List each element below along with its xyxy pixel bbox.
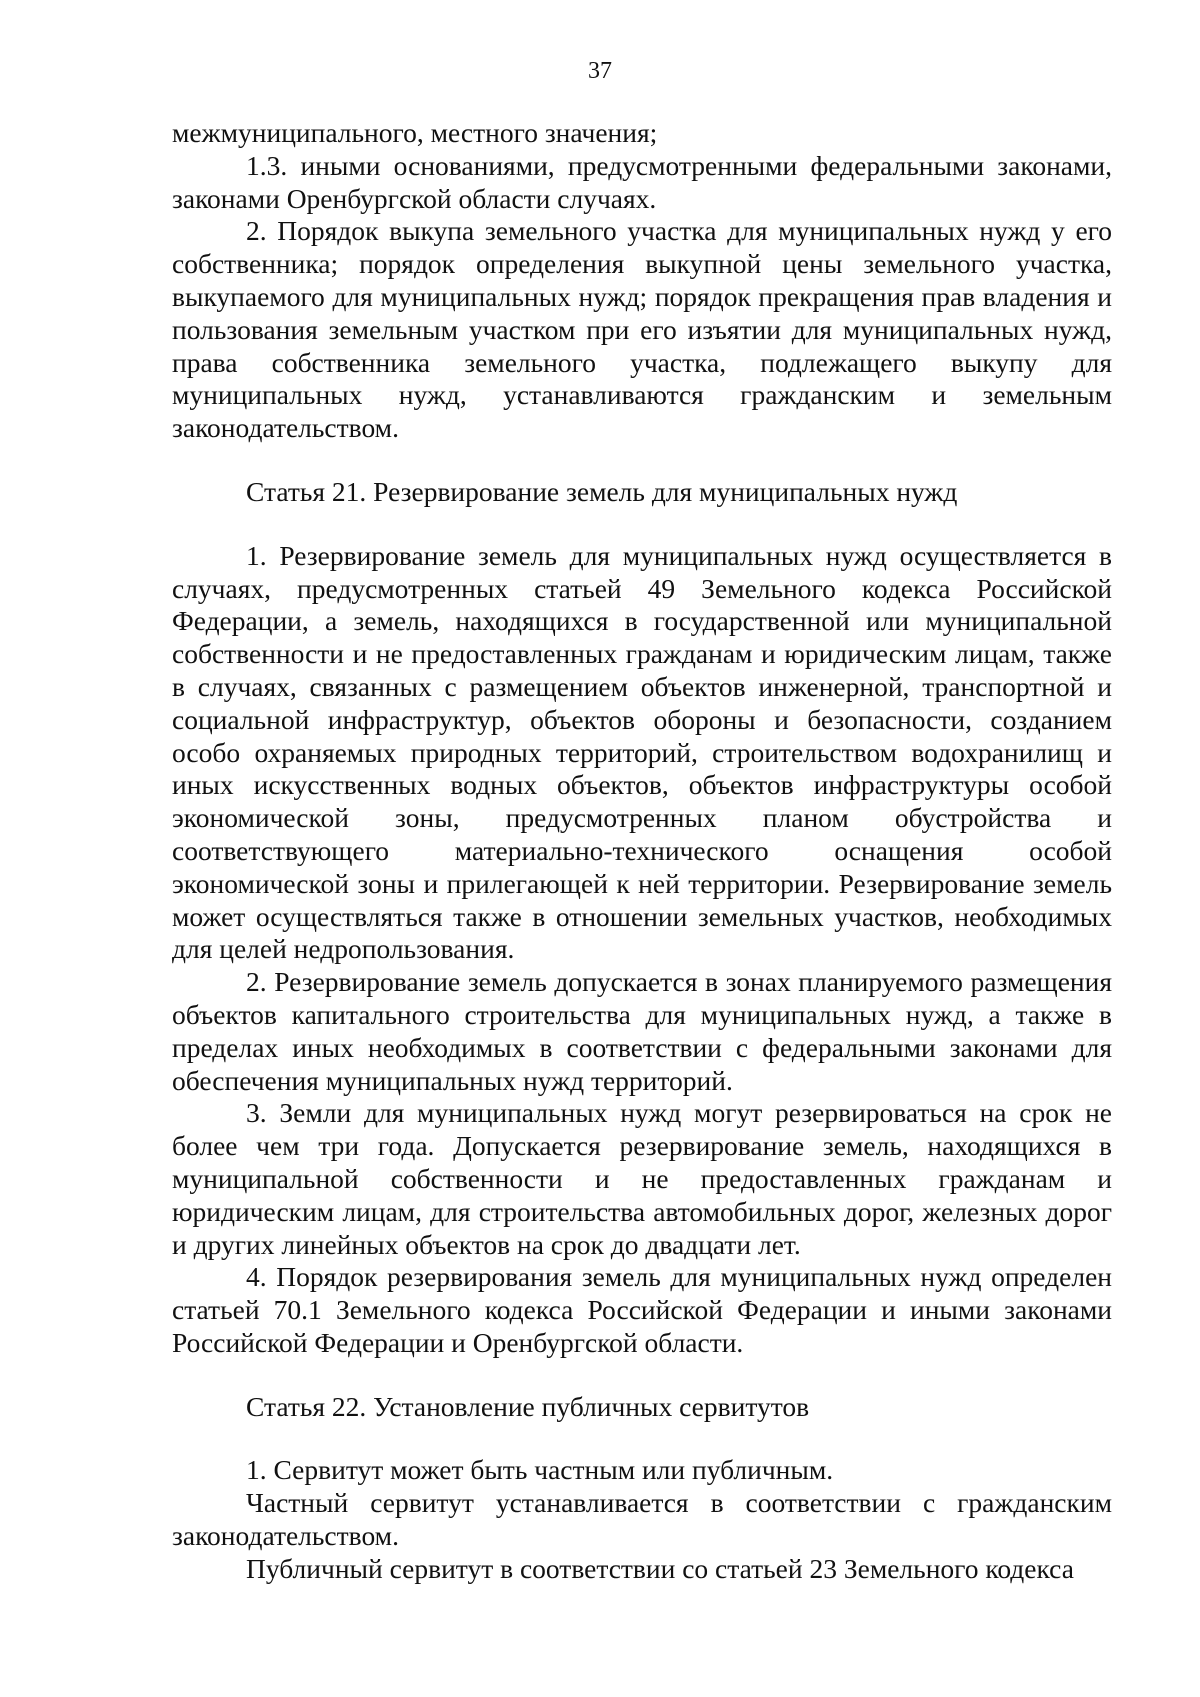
paragraph-item-1-3: 1.3. иными основаниями, предусмотренными федеральными законами, законами Оренбургской области случаях. xyxy=(172,149,1112,214)
document-body xyxy=(172,117,1112,1586)
page-number: 37 xyxy=(588,58,612,84)
article-21-paragraph-3: 3. Земли для муниципальных нужд могут резервироваться на срок не более чем три года. Допускается резервирование земель, находящихся в муниципальной собственности и не предоставленных гражданам и юридическим лицам, для строительства автомобильных дорог, железных дорог и других линейных объектов на срок до двадцати лет. xyxy=(172,1097,1112,1260)
article-22-paragraph-private: Частный сервитут устанавливается в соответствии с гражданским законодательством. xyxy=(172,1487,1112,1552)
paragraph-continuation: межмуниципального, местного значения; xyxy=(172,117,658,148)
article-21-heading: Статья 21. Резервирование земель для муниципальных нужд xyxy=(246,475,958,507)
article-22-paragraph-public: Публичный сервитут в соответствии со статьей 23 Земельного кодекса xyxy=(246,1552,1074,1584)
article-21-paragraph-2: 2. Резервирование земель допускается в зонах планируемого размещения объектов капитального строительства для муниципальных нужд, а также в пределах иных необходимых в соответствии с федеральными законами для обеспечения муниципальных нужд территорий. xyxy=(172,966,1112,1096)
article-21-paragraph-1: 1. Резервирование земель для муниципальных нужд осуществляется в случаях, предусмотренных статьей 49 Земельного кодекса Российской Федерации, а земель, находящихся в государственной или муниципальной собственности и не предоставленных гражданам и юридическим лицам, также в случаях, связанных с размещением объектов инженерной, транспортной и социальной инфраструктур, объектов обороны и безопасности, созданием особо охраняемых природных территорий, строительством водохранилищ и иных искусственных водных объектов, объектов инфраструктуры особой экономической зоны, предусмотренных планом обустройства и соответствующего материально-технического оснащения особой экономической зоны и прилегающей к ней территории. Резервирование земель может осуществляться также в отношении земельных участков, необходимых для целей недропользования. xyxy=(172,539,1112,965)
article-22-paragraph-1: 1. Сервитут может быть частным или публичным. xyxy=(246,1454,834,1486)
article-21-paragraph-4: 4. Порядок резервирования земель для муниципальных нужд определен статьей 70.1 Земельного кодекса Российской Федерации и иными законами Российской Федерации и Оренбургской области. xyxy=(172,1261,1112,1358)
article-22-heading: Статья 22. Установление публичных сервитутов xyxy=(246,1390,810,1422)
paragraph-item-2: 2. Порядок выкупа земельного участка для муниципальных нужд у его собственника; порядок определения выкупной цены земельного участка, выкупаемого для муниципальных нужд; порядок прекращения прав владения и пользования земельным участком при его изъятии для муниципальных нужд, права собственника земельного участка, подлежащего выкупу для муниципальных нужд, устанавливаются гражданским и земельным законодательством. xyxy=(172,215,1112,444)
